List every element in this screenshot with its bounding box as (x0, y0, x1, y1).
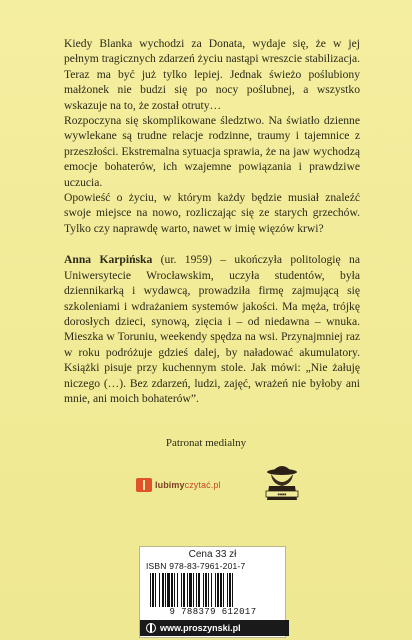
lubimyczytac-logo-text: lubimyczytać.pl (155, 480, 221, 490)
price-label: Cena 33 zł (188, 549, 237, 560)
isbn-label: ISBN 978-83-7961-201-7 (146, 561, 246, 571)
publisher-url-bar (140, 620, 289, 636)
publisher-url: www.proszynski.pl (160, 623, 241, 633)
globe-icon (146, 623, 156, 633)
book-icon (136, 478, 152, 492)
blurb-paragraph-1: Kiedy Blanka wychodzi za Donata, wydaje się, że w jej pełnym tragicznych zdarzeń życiu nastąpi wreszcie stabilizacja. Teraz ma być już tylko lepiej. Jednak świeżo poślubiony małżonek nie budzi się po nocy poślubnej, a wszystko wskazuje na to, że został otruty… (64, 37, 360, 112)
blurb-paragraph-3: Opowieść o życiu, w którym każdy będzie musiał znaleźć swoje miejsce na nowo, rozliczając się ze starych grzechów. Tylko czy naprawdę warto, nawet w imię więzów krwi? (64, 191, 360, 235)
lubimyczytac-logo (136, 476, 234, 494)
spacer (64, 236, 360, 252)
blurb-paragraph-2: Rozpoczyna się skomplikowane śledztwo. Na światło dzienne wywlekane są trudne relacje rodzinne, traumy i tajemnice z przeszłości. Ekstremalna sytuacja sprawia, że na jaw wychodzą emocje bohaterów, ich wzajemne powiązania i prawdziwe uczucia. (64, 114, 360, 189)
barcode-sticker (139, 546, 286, 638)
barcode-bars (150, 573, 274, 607)
blurb-text (64, 36, 360, 406)
svg-text:■■■■: ■■■■ (277, 492, 287, 497)
author-bio-text: (ur. 1959) – ukończyła politologię na Uniwersytecie Wrocławskim, uczyła studentów, była dziennikarką i wydawcą, prowadziła firmę zajmującą się szkoleniami i wdrażaniem systemów jakości. Ma męża, trójkę dorosłych dzieci, synową, zięcia i – od niedawna – wnuka. Mieszka w Toruniu, weekendy spędza na wsi. Przynajmniej raz w roku podróżuje gdzieś dalej, by naładować akumulatory. Książki pisuje przy kuchennym stole. Jak mówi: „Nie żałuję niczego (…). Bez zdarzeń, ludzi, zajęć, wrażeń nie byłoby ani mnie, ani moich bohaterów”. (64, 253, 360, 405)
barcode-digits: 9 788379 612017 (169, 607, 257, 617)
author-name: Anna Karpińska (64, 253, 153, 267)
detective-logo-icon (262, 462, 302, 504)
author-bio (64, 252, 360, 406)
media-patronage-label: Patronat medialny (165, 437, 247, 449)
